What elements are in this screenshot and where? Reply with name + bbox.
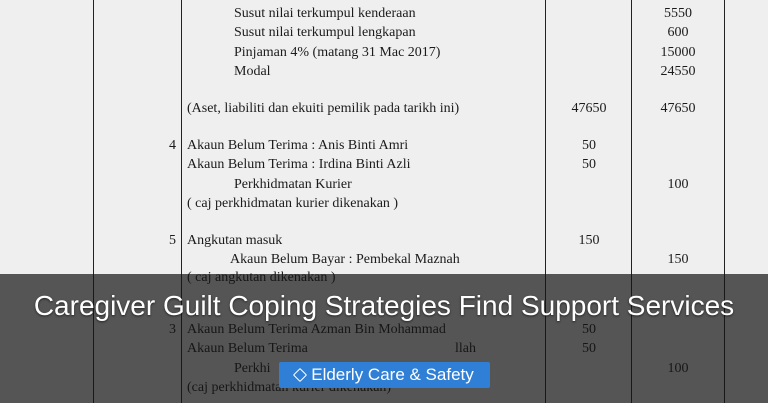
entry-description: Akaun Belum Terima : Anis Binti Amri bbox=[187, 138, 409, 153]
credit-amount: 150 bbox=[667, 252, 689, 267]
debit-amount: 150 bbox=[578, 233, 600, 248]
entry-number: 5 bbox=[169, 233, 176, 248]
credit-amount: 5550 bbox=[664, 6, 692, 21]
credit-amount: 47650 bbox=[660, 101, 696, 116]
entry-description: (Aset, liabiliti dan ekuiti pemilik pada tarikh ini) bbox=[187, 101, 460, 116]
credit-amount: 600 bbox=[667, 25, 689, 40]
article-title[interactable]: Caregiver Guilt Coping Strategies Find Support Services bbox=[33, 290, 735, 321]
debit-amount: 50 bbox=[582, 157, 596, 172]
entry-description: Susut nilai terkumpul lengkapan bbox=[234, 25, 416, 40]
entry-description: ( caj perkhidmatan kurier dikenakan ) bbox=[187, 196, 399, 211]
entry-description: Perkhidmatan Kurier bbox=[234, 177, 352, 192]
credit-amount: 100 bbox=[667, 177, 689, 192]
entry-description: Modal bbox=[234, 64, 271, 79]
entry-description: Susut nilai terkumpul kenderaan bbox=[234, 6, 416, 21]
entry-description: Akaun Belum Bayar : Pembekal Maznah bbox=[230, 252, 460, 267]
debit-amount: 50 bbox=[582, 138, 596, 153]
credit-amount: 24550 bbox=[660, 64, 696, 79]
debit-amount: 47650 bbox=[571, 101, 607, 116]
entry-description: Pinjaman 4% (matang 31 Mac 2017) bbox=[234, 45, 441, 60]
entry-number: 4 bbox=[169, 138, 176, 153]
credit-amount: 15000 bbox=[660, 45, 696, 60]
entry-description: Angkutan masuk bbox=[187, 233, 283, 248]
entry-description: Akaun Belum Terima : Irdina Binti Azli bbox=[187, 157, 411, 172]
tag-icon bbox=[295, 370, 305, 380]
category-label: Elderly Care & Safety bbox=[311, 365, 474, 384]
category-badge[interactable] bbox=[279, 362, 490, 388]
